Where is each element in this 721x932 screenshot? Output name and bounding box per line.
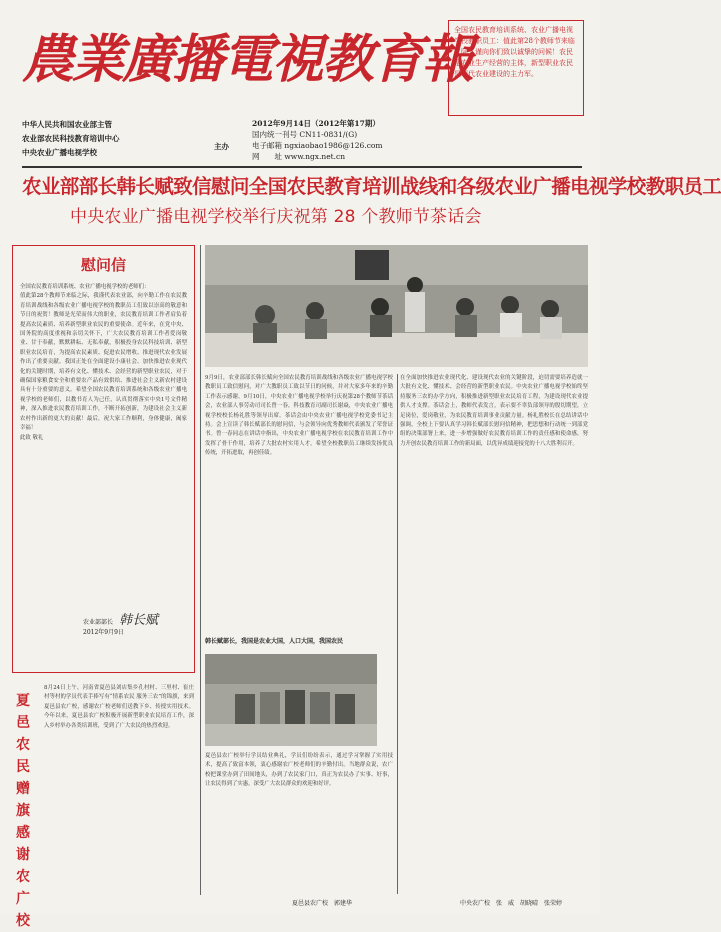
article-column-1: 9月9日，农业部部长韩长赋向全国农民教育培训战线和各级农业广播电视学校教职员工致信慰问，对广大教职员工致以节日的问候，并对大家多年来的辛勤工作表示感谢。9月10日，中央农业广播电视学校举行庆祝第28个教师节茶话会，农业部人事劳动司司长曾一春，科技教育司副司长谢焱，中央农业广播电视学校校长杨礼胜等领导出席。茶话会由中央农业广播电视学校党委书记主持。会上宣读了韩长赋部长的慰问信，与会领导向优秀教师代表颁发了荣誉证书。曾一春同志在讲话中指出，中央农业广播电视学校在农民教育培训工作中发挥了骨干作用，培养了大批农村实用人才，希望全校教职员工继续发扬优良传统，开拓进取，再创佳绩。 xyxy=(205,375,393,457)
issue-code: 国内统一刊号 CN11-0831/(G) xyxy=(252,130,358,139)
byline-central: 中央农广校 张 威 胡晓晴 张荣婷 xyxy=(460,900,563,907)
tea-party-photo-illustration xyxy=(205,245,588,367)
issue-date: 2012年9月14日（2012年第17期） xyxy=(252,119,380,128)
main-headline: 农业部部长韩长赋致信慰问全国农民教育培训战线和各级农业广播电视学校教职员工 xyxy=(22,175,721,198)
sub-headline: 中央农业广播电视学校举行庆祝第 28 个教师节茶话会 xyxy=(70,207,482,227)
tea-party-photo xyxy=(205,245,588,367)
letter-text: 值此第28个教师节来临之际，我谨代表农业部，向辛勤工作在农民教育培训战线和各级农业广播电视学校的教职员工们致以崇高的敬意和节日的祝贺！教师是光荣而伟大的职业，农民教育培训工作者肩负着提高农民素质、培养新型职业农民的重要使命。近年来，在党中央、国务院的高度重视和亲切关怀下，广大农民教育培训工作者爱岗敬业、甘于奉献，默默耕耘、无私奉献，积极投身农民科技培训、新型职业农民培育，为提高农民素质、促进农民增收、推进现代农业发展作出了重要贡献。我国正处在全面建设小康社会、加快推进农业现代化的关键时期，培养有文化、懂技术、会经营的新型职业农民，对于确保国家粮食安全和重要农产品有效供给、推进社会主义新农村建设具有十分重要的意义。希望全国农民教育培训系统和各级农业广播电视学校的老师们，以教书育人为己任，认真贯彻落实中央1号文件精神，深入推进农民教育培训工作，不断开拓创新，为建设社会主义新农村作出新的更大的贡献！最后，祝大家工作顺利，身体健康，阖家幸福！ xyxy=(20,293,187,432)
photo-caption: 韩长赋部长，我国是农业大国，人口大国，我国农民 xyxy=(205,638,344,645)
banner-photo-illustration xyxy=(205,654,377,746)
column-divider-left xyxy=(200,245,201,895)
publisher-info xyxy=(22,118,242,160)
side-story-title: 夏邑农民赠旗感谢农广校 xyxy=(16,693,30,929)
letter-salutation: 全国农民教育培训系统、农业广播电视学校的老师们： xyxy=(20,284,150,290)
red-boxed-note: 全国农民教育培训系统、农业广播电视学校教职员工：值此第28个教师节来临之际，谨向你们致以诚挚的问候！农民是农业生产经营的主体，新型职业农民是现代农业建设的主力军。 xyxy=(448,20,584,116)
side-story-body: 8月24日上午，河南省夏邑县刘店集乡孔村村、三里村、崔庄村等村的学员代表手捧写有“情系农民 服务三农”的锦旗，来到夏邑县农广校，感谢农广校老师们送教下乡、传授实用技术。今年以来，夏邑县农广校积极开展新型职业农民培育工作，深入乡村举办各类培训班，受到了广大农民的热烈欢迎。 xyxy=(44,685,194,729)
article-column-2: 在全面加快推进农业现代化、建设现代农业的关键阶段，迫切需要培养造就一大批有文化、懂技术、会经营的新型职业农民。中央农业广播电视学校始终坚持服务三农的办学方向，积极推进新型职业农民培育工程，为建设现代农业提供人才支撑。茶话会上，教师代表发言，表示要不辜负部领导的殷切期望，立足岗位，爱岗敬业，为农民教育培训事业贡献力量。杨礼胜校长在总结讲话中强调，全校上下要认真学习韩长赋部长慰问信精神，把思想和行动统一到部党组的决策部署上来，进一步增强做好农民教育培训工作的责任感和使命感，努力开创农民教育培训工作的新局面，以优异成绩迎接党的十八大胜利召开。 xyxy=(400,375,588,447)
letter-closing: 此致 敬礼 xyxy=(20,434,44,441)
letter-signature: 韩长赋 xyxy=(118,613,158,628)
letter-title: 慰问信 xyxy=(80,256,126,274)
byline-xiayi: 夏邑县农广校 郭建华 xyxy=(292,900,353,907)
letter-body xyxy=(20,283,187,595)
issue-website: 网 址 www.ngx.net.cn xyxy=(252,152,346,161)
publisher-ministry: 中华人民共和国农业部主管 xyxy=(22,120,112,129)
publisher-partner-1: 农业部农民科技教育培训中心 xyxy=(22,134,120,143)
publisher-partner-2: 中央农业广播电视学校 xyxy=(22,148,97,157)
condolence-letter-box xyxy=(12,245,195,673)
column-divider xyxy=(397,374,398,894)
letter-signature-block xyxy=(83,613,158,638)
banner-presentation-photo xyxy=(205,654,377,746)
masthead xyxy=(22,22,473,94)
sponsor-label: 主办 xyxy=(214,142,229,151)
masthead-title: 農業廣播電視教育報 xyxy=(22,29,473,90)
letter-sign-title: 农业部部长 xyxy=(83,619,114,626)
masthead-rule xyxy=(22,166,582,168)
issue-email: 电子邮箱 ngxiaobao1986@126.com xyxy=(252,141,383,150)
article-column-3: 夏邑县农广校举行学员结业典礼，学员们纷纷表示，通过学习掌握了实用技术，提高了致富本领，衷心感谢农广校老师们的辛勤付出。当地群众说，农广校把课堂办到了田间地头，办到了农民家门口，真正为农民办了实事、好事，让农民得到了实惠，深受广大农民群众的欢迎和好评。 xyxy=(205,753,393,788)
letter-sign-date: 2012年9月9日 xyxy=(83,629,124,636)
issue-info xyxy=(252,118,432,162)
